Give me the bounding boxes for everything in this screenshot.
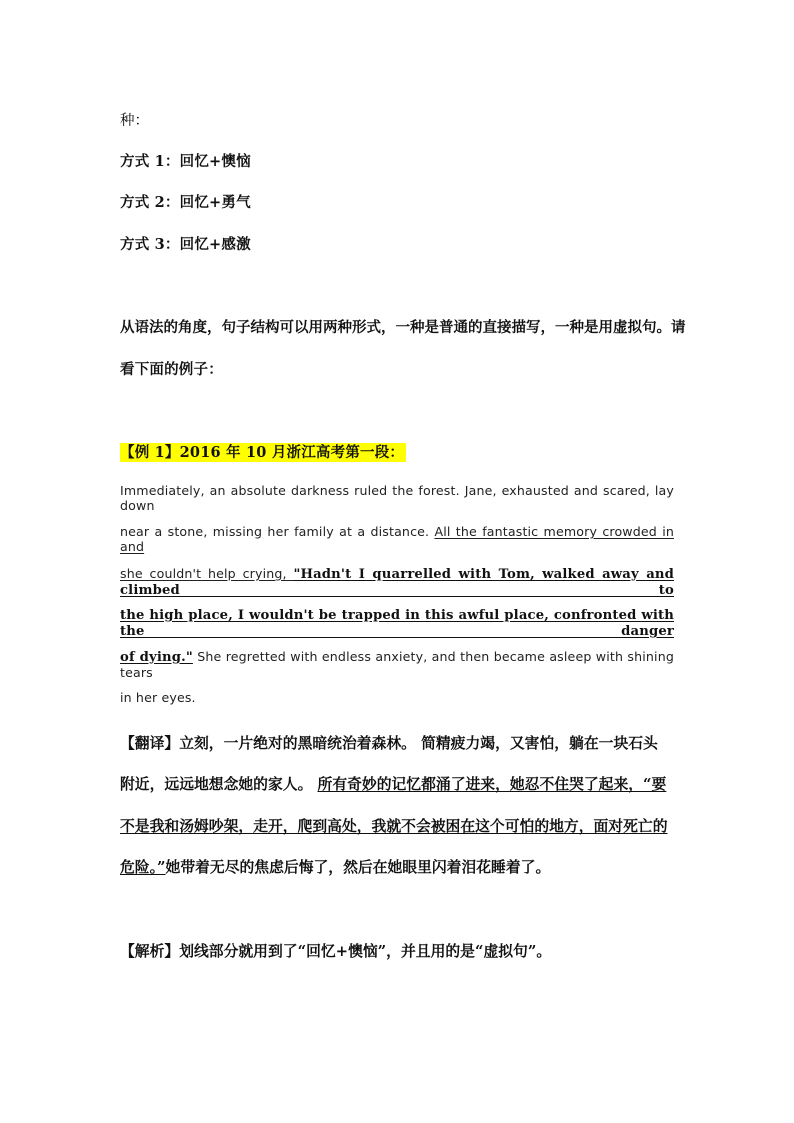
intro-text: 种： [120,113,149,129]
example-text-6: in her eyes. [120,690,196,705]
example-text-1: Immediately, an absolute darkness ruled the forest. Jane, exhausted and scared, lay down [120,483,674,513]
method-2-text: 方式 2：回忆+勇气 [120,194,251,211]
example-line-4 [120,607,674,639]
example-text-3b-bold: "Hadn't I quarrelled with Tom, walked away and climbed to [120,567,674,598]
text-line-intro [120,109,149,130]
example-text-5b: She regretted with endless anxiety, and then became asleep with shining tears [120,649,674,680]
translation-text-3-underlined: 不是我和汤姆吵架，走开，爬到高处，我就不会被困在这个可怕的地方，面对死亡的 [120,818,668,835]
analysis-line [120,940,551,961]
method-3 [120,233,251,254]
translation-line-2 [120,773,666,794]
example-line-1 [120,483,674,513]
example-text-3a-underlined: she couldn't help crying, [120,566,294,581]
translation-text-4b: 她带着无尽的焦虑后悔了，然后在她眼里闪着泪花睡着了。 [165,859,551,876]
method-2 [120,191,251,212]
grammar-paragraph-line-1 [120,316,686,337]
method-1 [120,150,251,171]
example-text-4-bold: the high place, I wouldn't be trapped in this awful place, confronted with the danger [120,608,674,639]
example-line-2 [120,524,674,554]
translation-text-2b-underlined: 所有奇妙的记忆都涌了进来，她忍不住哭了起来，“要 [317,776,667,793]
example-text-2a: near a stone, missing her family at a distance. [120,524,435,539]
method-1-text: 方式 1：回忆+懊恼 [120,153,251,170]
translation-line-4 [120,856,550,877]
translation-text-1: 【翻译】立刻，一片绝对的黑暗统治着森林。 简精疲力竭，又害怕，躺在一块石头 [120,735,658,752]
example-text-2b-underlined: All the fantastic memory crowded in and [120,524,674,554]
grammar-text-2: 看下面的例子： [120,361,223,378]
example-line-6 [120,690,196,705]
translation-text-2a: 附近，远远地想念她的家人。 [120,776,318,793]
example-line-3 [120,566,674,598]
translation-text-4a-underlined: 危险。” [120,859,166,876]
example-line-5 [120,649,674,680]
example-heading [120,441,406,462]
grammar-paragraph-line-2 [120,358,223,379]
method-3-text: 方式 3：回忆+感激 [120,236,251,253]
example-heading-text: 【例 1】2016 年 10 月浙江高考第一段： [120,444,405,461]
analysis-text: 【解析】划线部分就用到了“回忆+懊恼”，并且用的是“虚拟句”。 [120,943,552,960]
grammar-text-1: 从语法的角度，句子结构可以用两种形式，一种是普通的直接描写，一种是用虚拟句。请 [120,319,686,336]
translation-line-1 [120,732,658,753]
translation-line-3 [120,815,668,836]
example-text-5a-bold: of dying." [120,650,193,665]
